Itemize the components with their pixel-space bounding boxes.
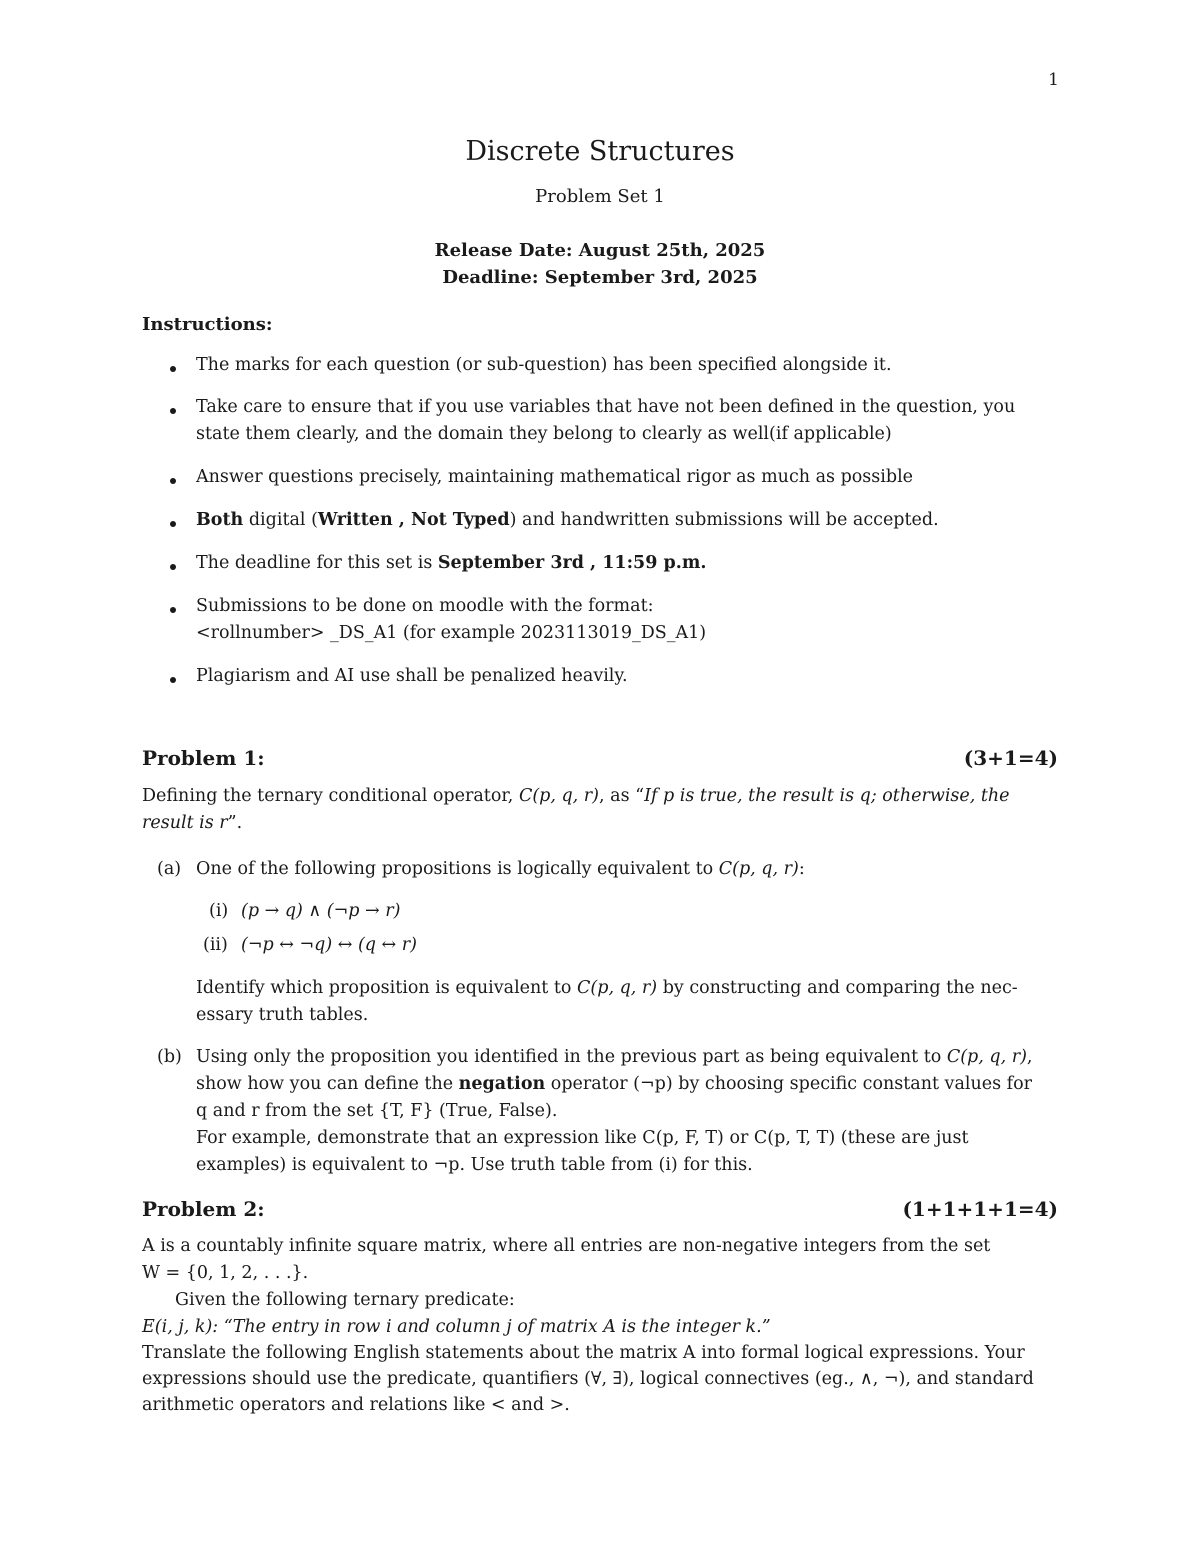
text-run: digital ( <box>243 510 318 530</box>
math-expression: E(i, j, k): <box>142 1317 219 1337</box>
text-run: Using only the proposition you identified in the previous part as being equivalent to <box>196 1047 947 1067</box>
proposition-ii: (¬p ↔ ¬q) ↔ (q ↔ r) <box>241 935 417 955</box>
bullet-icon <box>170 521 176 527</box>
emphasis: Both <box>196 510 244 530</box>
part-b-text-line5: examples) is equivalent to ¬p. Use truth table from (i) for this. <box>196 1155 753 1175</box>
instruction-item: Submissions to be done on moodle with the format: <box>196 596 654 616</box>
emphasis: September 3rd , 11:59 p.m. <box>437 553 707 573</box>
problem-2-text: Given the following ternary predicate: <box>175 1290 515 1310</box>
problem-2-heading: Problem 2: <box>142 1197 265 1221</box>
problem-2-text: W = {0, 1, 2, . . .}. <box>142 1263 309 1283</box>
text-run: show how you can define the <box>196 1074 459 1094</box>
text-run: Defining the ternary conditional operator, <box>142 786 519 806</box>
text-run: operator (¬p) by choosing specific constant values for <box>545 1074 1033 1094</box>
bullet-icon <box>170 607 176 613</box>
text-run: ) and handwritten submissions will be accepted. <box>509 510 939 530</box>
proposition-i-label: (i) <box>209 901 229 921</box>
part-b-text-line3: q and r from the set {T, F} (True, False). <box>196 1101 558 1121</box>
identify-text-continued: essary truth tables. <box>196 1005 369 1025</box>
proposition-ii-label: (ii) <box>203 935 228 955</box>
problem-2-text: expressions should use the predicate, quantifiers (∀, ∃), logical connectives (eg., ∧, ¬), and standard <box>142 1369 1034 1389</box>
emphasis: Written , Not Typed <box>317 510 510 530</box>
problem-1-intro <box>142 783 1010 810</box>
text-run: , as “ <box>599 786 645 806</box>
bullet-icon <box>170 564 176 570</box>
problem-1-intro-continued <box>142 810 242 837</box>
bullet-icon <box>170 408 176 414</box>
problem-2-marks: (1+1+1+1=4) <box>902 1197 1058 1221</box>
problem-2-text: Translate the following English statements about the matrix A into formal logical expressions. Your <box>142 1343 1025 1363</box>
math-expression: C(p, q, r) <box>577 978 658 998</box>
instruction-item <box>196 510 939 530</box>
math-expression: C(p, q, r) <box>518 786 600 806</box>
emphasis: negation <box>458 1074 546 1094</box>
predicate-definition <box>142 1314 771 1341</box>
instruction-item: Take care to ensure that if you use variables that have not been defined in the question, you <box>196 397 1016 417</box>
part-b-text-line2 <box>196 1071 1032 1098</box>
instruction-item <box>196 553 706 573</box>
italic-text: result is r <box>142 813 228 833</box>
italic-text: “The entry in row i and column j of matrix A is the integer k.” <box>218 1317 771 1337</box>
instruction-item: The marks for each question (or sub-question) has been specified alongside it. <box>196 355 892 375</box>
math-expression: C(p, q, r) <box>718 859 799 879</box>
math-expression: C(p, q, r) <box>946 1047 1027 1067</box>
part-a-text <box>196 856 805 883</box>
part-b-label: (b) <box>157 1047 182 1067</box>
text-run: One of the following propositions is logically equivalent to <box>196 859 719 879</box>
text-run: ”. <box>227 813 243 833</box>
proposition-i: (p → q) ∧ (¬p → r) <box>241 901 401 921</box>
text-run: , <box>1026 1047 1033 1067</box>
text-run: : <box>798 859 805 879</box>
italic-text: If p is true, the result is q; otherwise, the <box>644 786 1010 806</box>
bullet-icon <box>170 478 176 484</box>
bullet-icon <box>170 366 176 372</box>
instruction-item-continued: state them clearly, and the domain they belong to clearly as well(if applicable) <box>196 424 892 444</box>
text-run: The deadline for this set is <box>196 553 438 573</box>
text-run: Identify which proposition is equivalent to <box>196 978 578 998</box>
release-date: Release Date: August 25th, 2025 <box>434 240 766 261</box>
instruction-item: Answer questions precisely, maintaining mathematical rigor as much as possible <box>196 467 914 487</box>
document-title: Discrete Structures <box>465 136 735 167</box>
problem-1-heading: Problem 1: <box>142 746 265 770</box>
part-a-label: (a) <box>157 859 182 879</box>
problem-2-text: arithmetic operators and relations like < and >. <box>142 1395 570 1415</box>
problem-1-marks: (3+1=4) <box>963 746 1058 770</box>
page-number: 1 <box>1048 70 1059 90</box>
instruction-item-continued: <rollnumber> _DS_A1 (for example 2023113019_DS_A1) <box>196 623 707 643</box>
instruction-item: Plagiarism and AI use shall be penalized heavily. <box>196 666 628 686</box>
text-run: by constructing and comparing the nec- <box>657 978 1018 998</box>
identify-text <box>196 975 1018 1002</box>
deadline: Deadline: September 3rd, 2025 <box>442 267 758 288</box>
problem-2-text: A is a countably infinite square matrix, where all entries are non-negative integers from the set <box>142 1236 991 1256</box>
instructions-heading: Instructions: <box>142 314 273 335</box>
document-subtitle: Problem Set 1 <box>535 186 665 207</box>
part-b-text-line4: For example, demonstrate that an expression like C(p, F, T) or C(p, T, T) (these are just <box>196 1128 969 1148</box>
bullet-icon <box>170 677 176 683</box>
part-b-text <box>196 1044 1033 1071</box>
